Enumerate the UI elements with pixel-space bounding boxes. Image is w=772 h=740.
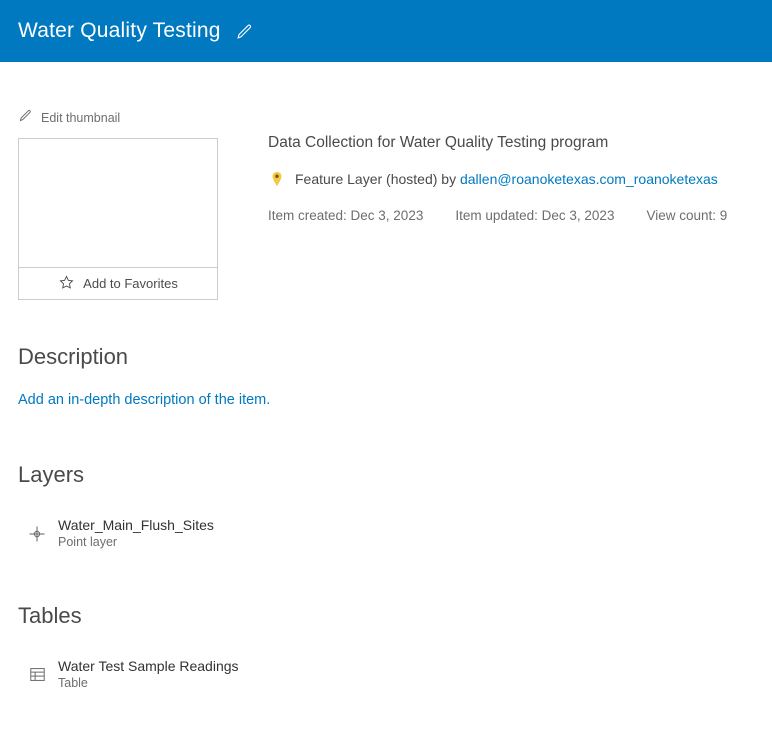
item-thumbnail[interactable]	[18, 138, 218, 268]
item-view-count-label: View count: 9	[646, 208, 728, 223]
item-metadata-row	[268, 208, 754, 223]
edit-thumbnail-button[interactable]	[18, 108, 220, 128]
layer-name: Water_Main_Flush_Sites	[58, 517, 214, 533]
page-content	[0, 108, 772, 692]
item-description-summary: Data Collection for Water Quality Testing program	[268, 134, 609, 151]
description-section	[18, 344, 754, 408]
edit-thumbnail-label: Edit thumbnail	[41, 111, 121, 125]
table-name: Water Test Sample Readings	[58, 658, 239, 674]
feature-layer-icon	[268, 170, 286, 188]
description-heading: Description	[18, 344, 129, 369]
layer-list-item[interactable]	[18, 516, 754, 551]
add-description-link[interactable]: Add an in-depth description of the item.	[18, 392, 271, 408]
point-layer-icon	[24, 524, 50, 544]
add-to-favorites-button[interactable]	[18, 268, 218, 300]
page-title: Water Quality Testing	[18, 19, 221, 42]
thumbnail-column	[18, 108, 220, 300]
layers-heading: Layers	[18, 462, 85, 487]
tables-section	[18, 603, 754, 692]
item-type-row	[268, 170, 754, 188]
star-icon	[58, 274, 75, 294]
table-icon	[24, 665, 50, 684]
item-summary-column	[268, 108, 754, 300]
table-list-item[interactable]	[18, 657, 754, 692]
item-overview-section	[18, 108, 754, 300]
tables-heading: Tables	[18, 603, 82, 628]
page-header	[0, 0, 772, 62]
table-type: Table	[58, 676, 88, 690]
item-type-label: Feature Layer (hosted) by	[295, 171, 457, 187]
add-to-favorites-label: Add to Favorites	[83, 276, 178, 291]
layer-type: Point layer	[58, 535, 118, 549]
pencil-icon	[18, 108, 33, 128]
edit-title-pencil-icon[interactable]	[235, 22, 254, 41]
layers-section	[18, 462, 754, 551]
item-owner-link[interactable]: dallen@roanoketexas.com_roanoketexas	[459, 171, 718, 187]
item-updated-label: Item updated: Dec 3, 2023	[455, 208, 615, 223]
item-created-label: Item created: Dec 3, 2023	[268, 208, 424, 223]
